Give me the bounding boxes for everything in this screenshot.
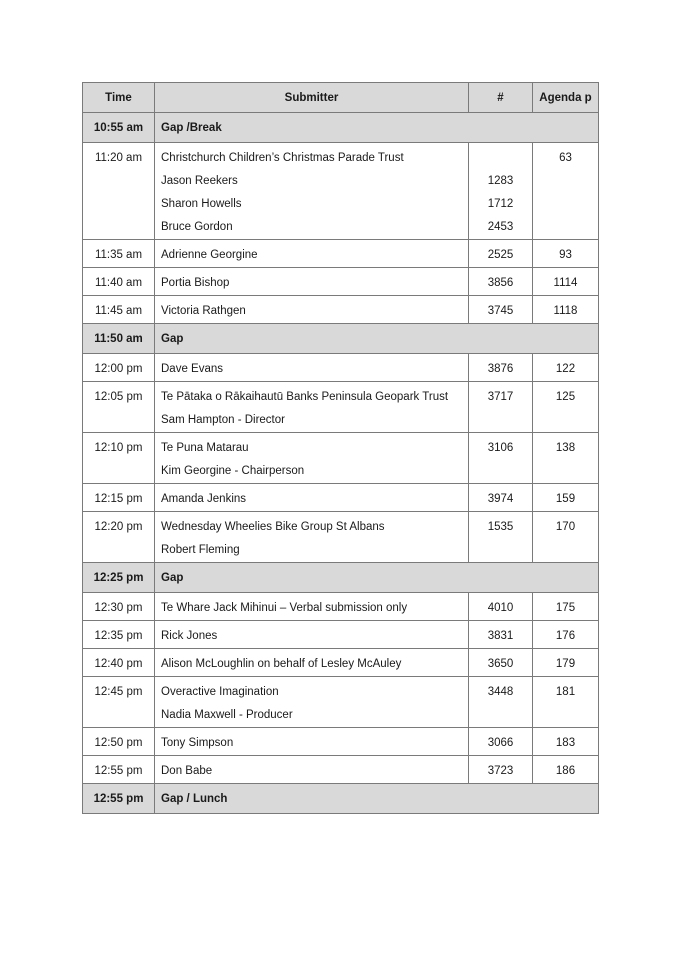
table-header: [83, 83, 599, 113]
submission-number: 3745: [487, 305, 514, 317]
submitter-name: Portia Bishop: [161, 277, 230, 289]
row-number: [469, 143, 533, 240]
submitter-name: Rick Jones: [161, 630, 218, 642]
row-submitter: [155, 593, 469, 621]
submitter-name: Wednesday Wheelies Bike Group St Albans: [161, 521, 385, 533]
agenda-page-text: 159: [555, 493, 576, 505]
table-body: [83, 113, 599, 814]
submitter-name: Don Babe: [161, 765, 213, 777]
row-number: [469, 382, 533, 433]
submission-number: 4010: [487, 602, 514, 614]
row-time: [83, 649, 155, 677]
gap-row: [83, 563, 599, 593]
row-submitter: [155, 484, 469, 512]
row-time: [83, 512, 155, 563]
row-submitter: [155, 512, 469, 563]
table-row: [83, 677, 599, 728]
table-row: [83, 143, 599, 240]
header-agenda: Agenda p: [533, 83, 599, 113]
agenda-page-text: 181: [555, 686, 576, 698]
submitter-name: Adrienne Georgine: [161, 249, 258, 261]
submission-number: 3723: [487, 765, 514, 777]
agenda-page-text: 176: [555, 630, 576, 642]
gap-row: [83, 113, 599, 143]
row-number: [469, 621, 533, 649]
row-time: 10:55 am: [83, 113, 155, 143]
submission-number: 2453: [487, 221, 514, 233]
table-row: [83, 756, 599, 784]
header-row: [83, 83, 599, 113]
row-submitter: [155, 728, 469, 756]
time-text: 12:00 pm: [94, 363, 143, 375]
row-agenda-page: [533, 677, 599, 728]
row-submitter: [155, 433, 469, 484]
gap-label: Gap / Lunch: [155, 784, 599, 814]
row-number: [469, 649, 533, 677]
submitter-name: Overactive Imagination: [161, 686, 279, 698]
row-number: [469, 728, 533, 756]
agenda-page-text: 93: [559, 249, 572, 261]
time-text: 12:35 pm: [94, 630, 143, 642]
row-submitter: [155, 649, 469, 677]
time-text: 12:45 pm: [94, 686, 143, 698]
row-agenda-page: [533, 728, 599, 756]
submission-number: [475, 147, 526, 170]
row-agenda-page: [533, 649, 599, 677]
table-row: [83, 296, 599, 324]
row-time: 12:25 pm: [83, 563, 155, 593]
row-time: [83, 756, 155, 784]
time-text: 12:20 pm: [94, 521, 143, 533]
row-agenda-page: [533, 240, 599, 268]
row-time: [83, 433, 155, 484]
row-submitter: [155, 296, 469, 324]
time-text: 12:05 pm: [94, 391, 143, 403]
submission-number: 3717: [487, 391, 514, 403]
submitter-name: Nadia Maxwell - Producer: [161, 709, 293, 721]
submitter-name: Alison McLoughlin on behalf of Lesley McAuley: [161, 658, 402, 670]
agenda-page-text: 125: [555, 391, 576, 403]
row-time: [83, 728, 155, 756]
row-time: [83, 593, 155, 621]
gap-row: [83, 324, 599, 354]
submission-number: 3448: [487, 686, 514, 698]
table-row: [83, 728, 599, 756]
row-number: [469, 677, 533, 728]
row-agenda-page: [533, 354, 599, 382]
table-row: [83, 621, 599, 649]
submitter-name: Te Pātaka o Rākaihautū Banks Peninsula Geopark Trust: [161, 391, 449, 403]
row-time: [83, 143, 155, 240]
row-agenda-page: [533, 382, 599, 433]
agenda-page-text: 1114: [553, 277, 578, 289]
submission-number: 2525: [487, 249, 514, 261]
row-number: [469, 756, 533, 784]
agenda-page-text: 138: [555, 442, 576, 454]
submitter-name: Te Whare Jack Mihinui – Verbal submission only: [161, 602, 408, 614]
row-agenda-page: [533, 593, 599, 621]
row-time: [83, 296, 155, 324]
row-number: [469, 296, 533, 324]
row-time: 11:50 am: [83, 324, 155, 354]
table-row: [83, 593, 599, 621]
row-time: [83, 677, 155, 728]
table-row: [83, 649, 599, 677]
row-submitter: [155, 756, 469, 784]
row-agenda-page: [533, 621, 599, 649]
submitter-name: Tony Simpson: [161, 737, 234, 749]
time-text: 11:40 am: [94, 277, 143, 289]
row-submitter: [155, 621, 469, 649]
row-submitter: [155, 677, 469, 728]
submitter-name: Kim Georgine - Chairperson: [161, 465, 305, 477]
table-row: [83, 484, 599, 512]
table-row: [83, 382, 599, 433]
submission-number: 3066: [487, 737, 514, 749]
row-number: [469, 240, 533, 268]
row-agenda-page: [533, 484, 599, 512]
agenda-page-text: 170: [555, 521, 576, 533]
submission-number: 1535: [487, 521, 514, 533]
submission-number: 3106: [487, 442, 514, 454]
submitter-name: Victoria Rathgen: [161, 305, 246, 317]
submitter-name: Robert Fleming: [161, 544, 240, 556]
submission-number: 3856: [487, 277, 514, 289]
row-time: [83, 240, 155, 268]
table-row: [83, 433, 599, 484]
submitter-name: Te Puna Matarau: [161, 442, 249, 454]
row-agenda-page: [533, 512, 599, 563]
row-time: [83, 484, 155, 512]
row-number: [469, 593, 533, 621]
submitter-name: Sam Hampton - Director: [161, 414, 285, 426]
time-text: 11:45 am: [94, 305, 143, 317]
row-submitter: [155, 354, 469, 382]
submitter-name: Sharon Howells: [161, 198, 242, 210]
time-text: 12:55 pm: [94, 765, 143, 777]
header-number: #: [469, 83, 533, 113]
time-text: 11:35 am: [94, 249, 143, 261]
row-submitter: [155, 382, 469, 433]
row-number: [469, 512, 533, 563]
row-agenda-page: [533, 296, 599, 324]
row-number: [469, 433, 533, 484]
agenda-page-text: 1118: [553, 305, 578, 317]
gap-label: Gap /Break: [155, 113, 599, 143]
table-row: [83, 268, 599, 296]
row-agenda-page: [533, 756, 599, 784]
submission-number: 3876: [487, 363, 514, 375]
header-submitter: Submitter: [155, 83, 469, 113]
row-submitter: [155, 240, 469, 268]
gap-row: [83, 784, 599, 814]
agenda-page-text: 122: [555, 363, 576, 375]
row-agenda-page: [533, 143, 599, 240]
submission-number: 3831: [487, 630, 514, 642]
submitter-name: Amanda Jenkins: [161, 493, 247, 505]
row-time: [83, 268, 155, 296]
agenda-page-text: 183: [555, 737, 576, 749]
row-time: [83, 382, 155, 433]
row-agenda-page: [533, 433, 599, 484]
header-time: Time: [83, 83, 155, 113]
time-text: 12:50 pm: [94, 737, 143, 749]
gap-label: Gap: [155, 324, 599, 354]
submission-number: 3974: [487, 493, 514, 505]
table-row: [83, 354, 599, 382]
table-row: [83, 512, 599, 563]
agenda-page-text: 63: [559, 152, 572, 164]
time-text: 11:20 am: [94, 152, 143, 164]
row-number: [469, 268, 533, 296]
agenda-page-text: 175: [555, 602, 576, 614]
submission-number: 1712: [487, 198, 514, 210]
submission-number: 1283: [487, 175, 514, 187]
gap-label: Gap: [155, 563, 599, 593]
time-text: 12:10 pm: [94, 442, 143, 454]
row-time: [83, 354, 155, 382]
submitter-name: Jason Reekers: [161, 175, 238, 187]
submitter-name: Bruce Gordon: [161, 221, 233, 233]
agenda-page-text: 179: [555, 658, 576, 670]
submitter-name: Christchurch Children’s Christmas Parade Trust: [161, 152, 404, 164]
row-time: 12:55 pm: [83, 784, 155, 814]
row-number: [469, 484, 533, 512]
table-row: [83, 240, 599, 268]
submitter-name: Dave Evans: [161, 363, 224, 375]
submission-number: 3650: [487, 658, 514, 670]
row-number: [469, 354, 533, 382]
row-submitter: [155, 268, 469, 296]
schedule-table: [82, 82, 599, 814]
row-time: [83, 621, 155, 649]
row-submitter: [155, 143, 469, 240]
time-text: 12:30 pm: [94, 602, 143, 614]
row-agenda-page: [533, 268, 599, 296]
agenda-page-text: 186: [555, 765, 576, 777]
time-text: 12:15 pm: [94, 493, 143, 505]
time-text: 12:40 pm: [94, 658, 143, 670]
